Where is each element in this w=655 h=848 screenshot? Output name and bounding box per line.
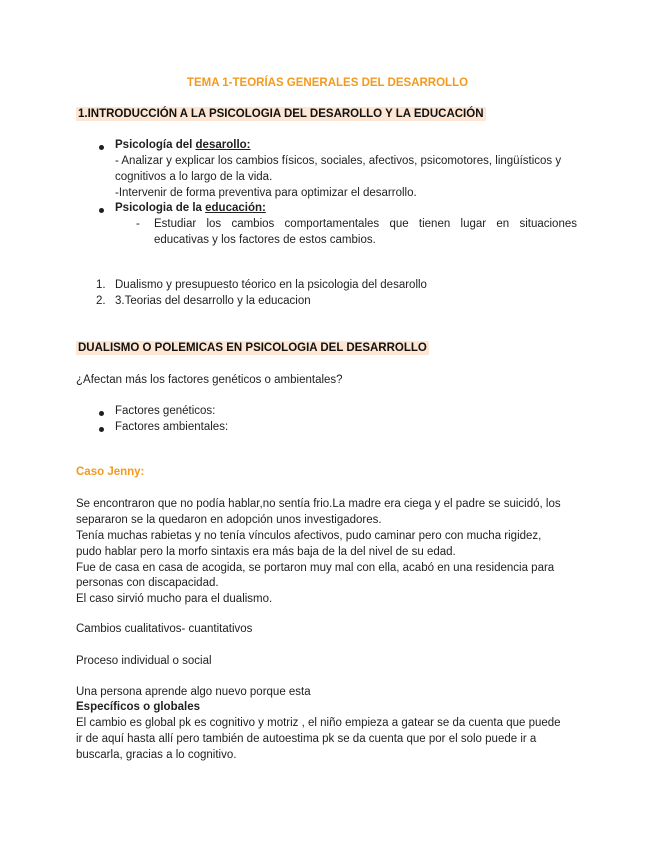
bullet1-line1: - Analizar y explicar los cambios físicos, sociales, afectivos, psicomotores, lingüísticos y [115,155,562,167]
bullet-psicologia-educacion: Psicologia de la educación: [115,202,266,214]
numbered-marker: 2. [96,295,106,307]
numbered-item: 3.Teorias del desarrollo y la educacion [115,295,311,307]
bullet-dot [99,145,104,150]
section-heading-dualismo: DUALISMO O POLEMICAS EN PSICOLOGIA DEL DESARROLLO [78,342,427,354]
caso-line: Se encontraron que no podía hablar,no sentía frio.La madre era ciega y el padre se suicidó, los [76,498,561,510]
bullet2-line2: educativas y los factores de estos cambios. [154,234,376,246]
question-text: ¿Afectan más los factores genéticos o ambientales? [76,374,343,386]
bullet2-line1: Estudiar los cambios comportamentales que tienen lugar en situaciones [154,218,577,230]
bullet-factores-geneticos: Factores genéticos: [115,405,216,417]
especificos-heading: Específicos o globales [76,701,200,713]
especificos-line: El cambio es global pk es cognitivo y motriz , el niño empieza a gatear se da cuenta que puede [76,717,561,729]
caso-line: pudo hablar pero la morfo sintaxis era más baja de la del nivel de su edad. [76,546,456,558]
caso-jenny-heading: Caso Jenny: [76,466,145,478]
numbered-marker: 1. [96,279,106,291]
bullet-dot [99,427,104,432]
caso-line: personas con discapacidad. [76,577,219,589]
bullet-dot [99,411,104,416]
especificos-line: ir de aquí hasta allí pero también de autoestima pk se da cuenta que por el solo puede ir a [76,733,537,745]
section-heading-intro: 1.INTRODUCCIÓN A LA PSICOLOGIA DEL DESAROLLO Y LA EDUCACIÓN [78,108,484,120]
dash-marker: - [136,218,140,230]
numbered-item: Dualismo y presupuesto téorico en la psicologia del desarollo [115,279,427,291]
bullet-factores-ambientales: Factores ambientales: [115,421,229,433]
bullet-dot [99,208,104,213]
page-title: TEMA 1-TEORÍAS GENERALES DEL DESARROLLO [186,77,469,89]
caso-line: Tenía muchas rabietas y no tenía vínculos afectivos, pudo caminar pero con mucha rigidez, [76,530,542,542]
caso-line: Fue de casa en casa de acogida, se portaron muy mal con ella, acabó en una residencia para [76,562,555,574]
bullet1-line2: cognitivos a lo largo de la vida. [115,171,273,183]
especificos-line: buscarla, gracias a lo cognitivo. [76,749,237,761]
caso-line: El caso sirvió mucho para el dualismo. [76,593,273,605]
bullet-psicologia-desarrollo: Psicología del desarollo: [115,139,251,151]
caso-line: separaron se la quedaron en adopción unos investigadores. [76,514,382,526]
bullet1-line3: -Intervenir de forma preventiva para optimizar el desarrollo. [115,187,417,199]
persona-text: Una persona aprende algo nuevo porque esta [76,686,311,698]
cambios-text: Cambios cualitativos- cuantitativos [76,623,253,635]
proceso-text: Proceso individual o social [76,655,212,667]
